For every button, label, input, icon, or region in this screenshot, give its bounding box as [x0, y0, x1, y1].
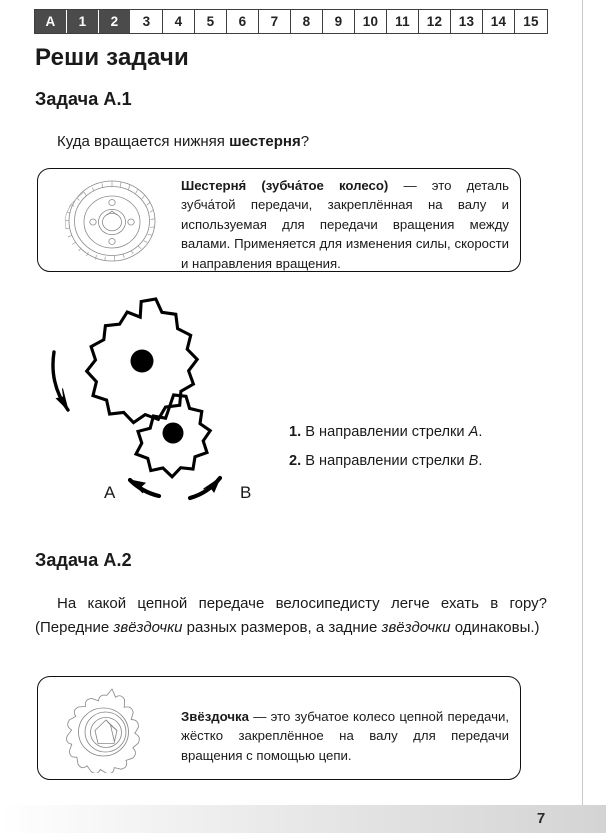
tab-1[interactable]: 1: [67, 10, 99, 33]
task-2-question-italic1: звёздочки: [113, 619, 183, 636]
tab-9[interactable]: 9: [323, 10, 355, 33]
answer-text: В направлении стрелки: [301, 453, 469, 469]
task-2-question-part1: На какой цепной передаче велосипедисту легче ехать в гору? (Передние: [35, 595, 547, 636]
answer-text: В направлении стрелки: [301, 424, 469, 440]
answer-text-end: .: [478, 453, 483, 469]
task-2-heading: Задача А.2: [35, 550, 132, 570]
chapter-tabstrip[interactable]: [34, 9, 548, 34]
task-1-answer-list: [289, 424, 482, 482]
definition-text-sprocket: [181, 707, 509, 765]
tab-10[interactable]: 10: [355, 10, 387, 33]
answer-option-2[interactable]: [289, 453, 482, 469]
sprocket-icon: [52, 685, 174, 773]
answer-text-end: .: [478, 424, 483, 440]
tab-15[interactable]: 15: [515, 10, 547, 33]
upper-gear-hub: [131, 350, 154, 373]
tab-11[interactable]: 11: [387, 10, 419, 33]
tab-2[interactable]: 2: [99, 10, 131, 33]
arrow-b: [190, 478, 220, 498]
arrow-a-label: A: [104, 483, 116, 502]
definition-body-sprocket: — это зубчатое колесо цепной передачи, жёстко закреплённое на валу для передачи вращения с помощью цепи.: [181, 709, 509, 763]
definition-term-sprocket: Звёздочка: [181, 709, 249, 724]
tab-14[interactable]: 14: [483, 10, 515, 33]
tab-6[interactable]: 6: [227, 10, 259, 33]
task-2-question-part3: одинаковы.): [450, 619, 540, 636]
answer-arrow-letter: A: [468, 424, 479, 440]
definition-box-gear: [37, 168, 521, 272]
answer-arrow-letter: B: [468, 453, 479, 469]
tab-13[interactable]: 13: [451, 10, 483, 33]
task-1-question-keyword: шестерня: [229, 133, 301, 150]
task-2-question: [35, 592, 547, 640]
tab-5[interactable]: 5: [195, 10, 227, 33]
task-1-question: [57, 130, 309, 154]
page-edge-rule: [582, 0, 583, 805]
tab-4[interactable]: 4: [163, 10, 195, 33]
tab-a[interactable]: A: [35, 10, 67, 33]
definition-text-gear: [181, 176, 509, 273]
lower-gear-hub: [163, 423, 184, 444]
answer-number: 1.: [289, 424, 302, 440]
task-1-question-suffix: ?: [300, 133, 310, 150]
upper-gear-rotation-arrow: [53, 352, 68, 410]
definition-term-gear: Шестерня́ (зубча́тое колесо): [181, 178, 389, 193]
task-1-heading: Задача А.1: [35, 89, 132, 109]
page-title: Реши задачи: [35, 44, 190, 71]
tab-3[interactable]: 3: [131, 10, 163, 33]
page-number: 7: [536, 810, 546, 827]
answer-number: 2.: [289, 453, 302, 469]
footer-band: [0, 805, 606, 833]
arrow-b-label: B: [240, 483, 252, 502]
tab-7[interactable]: 7: [259, 10, 291, 33]
gear-wheel-icon: [52, 177, 174, 265]
tab-8[interactable]: 8: [291, 10, 323, 33]
definition-box-sprocket: [37, 676, 521, 780]
arrow-a: [130, 480, 159, 496]
task-2-question-part2: разных размеров, а задние: [182, 619, 382, 636]
tab-12[interactable]: 12: [419, 10, 451, 33]
definition-body-gear: — это деталь зубча́той передачи, закреплённая на валу и используемая для передачи вращения между валами. Применяется для изменения силы, скорости и направления вращения.: [181, 178, 509, 271]
task-1-question-prefix: Куда вращается нижняя: [57, 133, 230, 150]
task-2-question-italic2: звёздочки: [381, 619, 451, 636]
answer-option-1[interactable]: [289, 424, 482, 440]
